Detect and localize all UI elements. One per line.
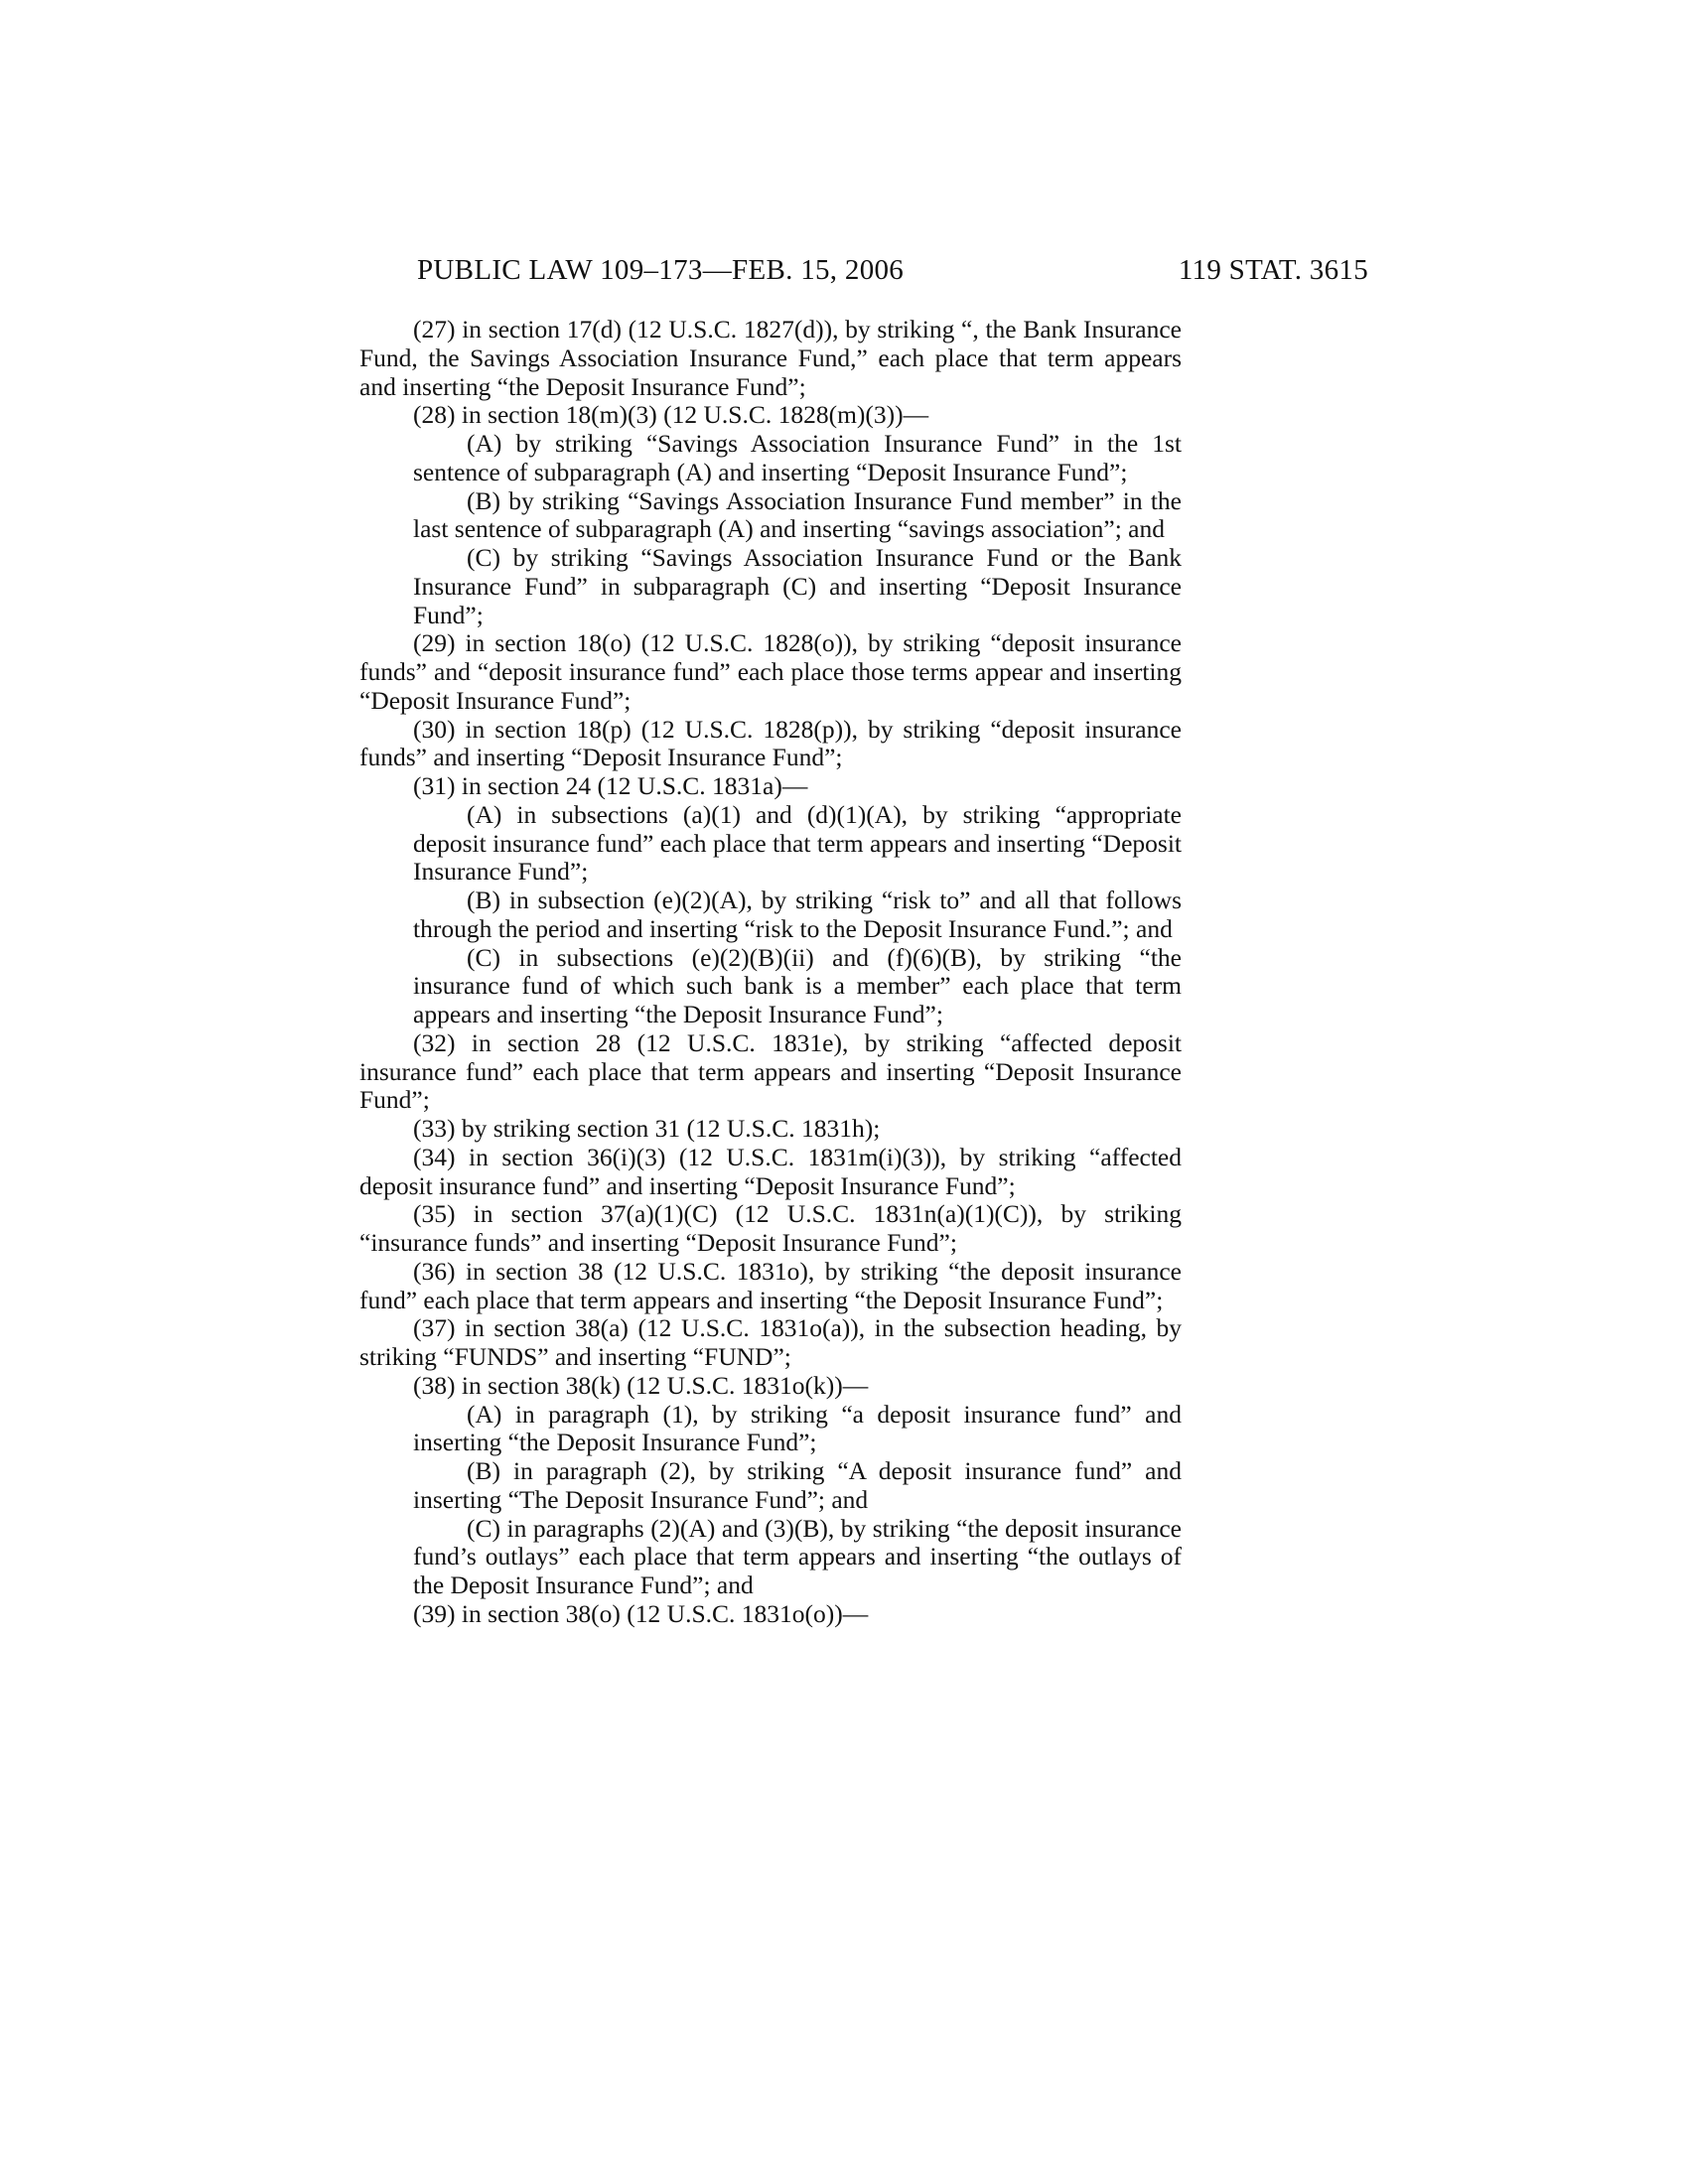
subparagraph-28-b: (B) by striking “Savings Association Insurance Fund member” in the last sentence of subparagraph (A) and inserting “savings association”; and xyxy=(413,485,1182,544)
paragraph-27: (27) in section 17(d) (12 U.S.C. 1827(d)), by striking “, the Bank Insurance Fund, the Savings Association Insurance Fund,” each place that term appears and inserting “the Deposit Insurance Fund”; xyxy=(359,315,1182,401)
paragraph-32: (32) in section 28 (12 U.S.C. 1831e), by striking “affected deposit insurance fund” each place that term appears and inserting “Deposit Insurance Fund”; xyxy=(359,1027,1182,1115)
paragraph-35: (35) in section 37(a)(1)(C) (12 U.S.C. 1831n(a)(1)(C)), by striking “insurance funds” and inserting “Deposit Insurance Fund”; xyxy=(359,1199,1182,1257)
paragraph-29: (29) in section 18(o) (12 U.S.C. 1828(o)), by striking “deposit insurance funds” and “deposit insurance fund” each place those terms appear and inserting “Deposit Insurance Fund”; xyxy=(359,628,1182,715)
paragraph-39: (39) in section 38(o) (12 U.S.C. 1831o(o))— xyxy=(413,1598,869,1628)
document-body xyxy=(359,316,1182,1629)
subparagraph-38-a: (A) in paragraph (1), by striking “a deposit insurance fund” and inserting “the Deposit Insurance Fund”; xyxy=(413,1399,1182,1457)
subparagraph-28-c: (C) by striking “Savings Association Insurance Fund or the Bank Insurance Fund” in subparagraph (C) and inserting “Deposit Insurance Fund”; xyxy=(413,543,1182,629)
paragraph-30: (30) in section 18(p) (12 U.S.C. 1828(p)), by striking “deposit insurance funds” and inserting “Deposit Insurance Fund”; xyxy=(359,714,1182,772)
paragraph-36: (36) in section 38 (12 U.S.C. 1831o), by striking “the deposit insurance fund” each place that term appears and inserting “the Deposit Insurance Fund”; xyxy=(359,1256,1182,1314)
subparagraph-31-b: (B) in subsection (e)(2)(A), by striking “risk to” and all that follows through the period and inserting “risk to the Deposit Insurance Fund.”; and xyxy=(413,886,1182,943)
paragraph-37: (37) in section 38(a) (12 U.S.C. 1831o(a)), in the subsection heading, by striking “FUNDS” and inserting “FUND”; xyxy=(359,1313,1182,1371)
subparagraph-31-a: (A) in subsections (a)(1) and (d)(1)(A), by striking “appropriate deposit insurance fund” each place that term appears and inserting “Deposit Insurance Fund”; xyxy=(413,799,1182,887)
statute-page-number: 119 STAT. 3615 xyxy=(1178,254,1368,286)
subparagraph-31-c: (C) in subsections (e)(2)(B)(ii) and (f)(6)(B), by striking “the insurance fund of which such bank is a member” each place that term appears and inserting “the Deposit Insurance Fund”; xyxy=(413,942,1182,1028)
subparagraph-38-c: (C) in paragraphs (2)(A) and (3)(B), by striking “the deposit insurance fund’s outlays” each place that term appears and inserting “the outlays of the Deposit Insurance Fund”; and xyxy=(413,1513,1182,1599)
page-header xyxy=(417,250,1368,290)
subparagraph-38-b: (B) in paragraph (2), by striking “A deposit insurance fund” and inserting “The Deposit Insurance Fund”; and xyxy=(413,1456,1182,1514)
paragraph-38: (38) in section 38(k) (12 U.S.C. 1831o(k))— xyxy=(413,1370,869,1400)
page-title: PUBLIC LAW 109–173—FEB. 15, 2006 xyxy=(417,254,905,286)
paragraph-33: (33) by striking section 31 (12 U.S.C. 1831h); xyxy=(413,1114,881,1143)
subparagraph-28-a: (A) by striking “Savings Association Insurance Fund” in the 1st sentence of subparagraph (A) and inserting “Deposit Insurance Fund”; xyxy=(413,429,1182,486)
paragraph-28: (28) in section 18(m)(3) (12 U.S.C. 1828(m)(3))— xyxy=(413,400,929,430)
paragraph-34: (34) in section 36(i)(3) (12 U.S.C. 1831m(i)(3)), by striking “affected deposit insurance fund” and inserting “Deposit Insurance Fund”; xyxy=(359,1142,1182,1200)
paragraph-31: (31) in section 24 (12 U.S.C. 1831a)— xyxy=(413,771,808,800)
